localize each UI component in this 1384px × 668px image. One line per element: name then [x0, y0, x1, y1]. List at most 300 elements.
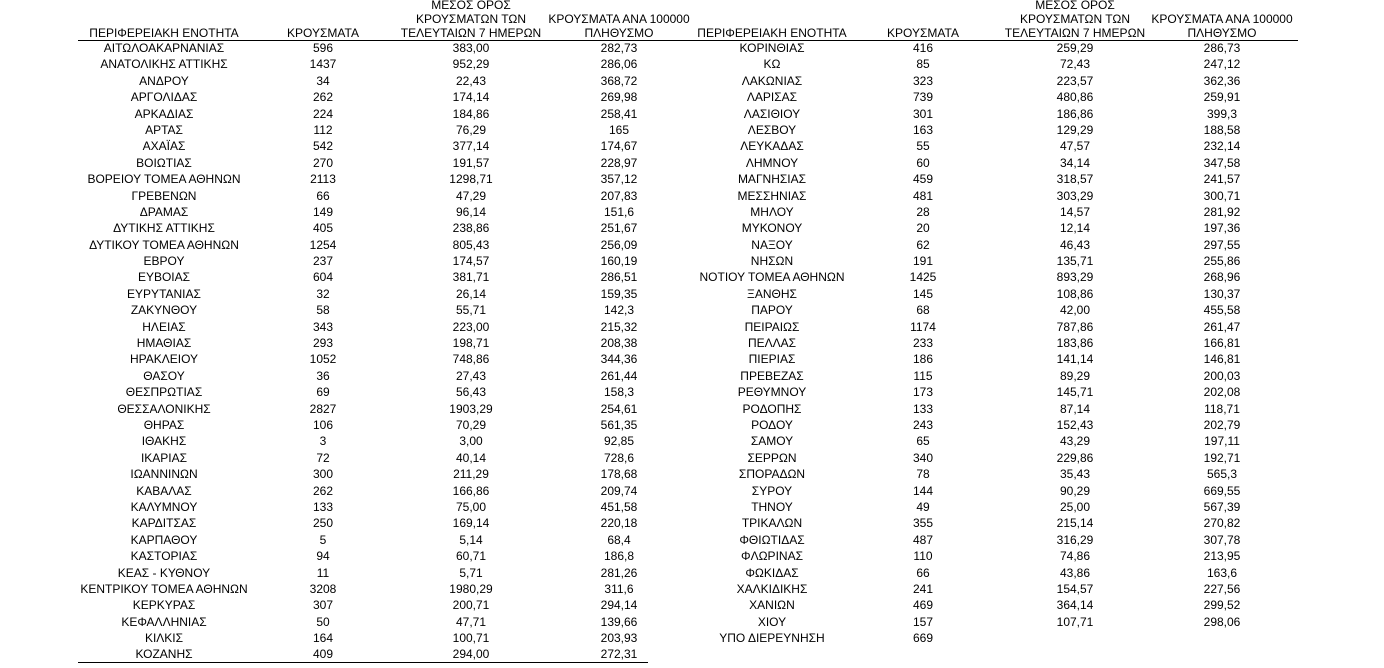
cases-cell: 20 [916, 221, 930, 236]
cases-cell: 233 [912, 336, 934, 351]
table-row [690, 171, 1298, 187]
per100k-cell: 362,36 [1203, 73, 1241, 88]
region-cell: ΘΕΣΣΑΛΟΝΙΚΗΣ [117, 401, 211, 416]
region-cell: ΒΟΙΩΤΙΑΣ [136, 155, 192, 170]
region-cell: ΖΑΚΥΝΘΟΥ [130, 303, 198, 318]
per100k-cell: 286,51 [600, 270, 638, 285]
per100k-cell: 565,3 [1206, 467, 1238, 482]
table-row [78, 106, 650, 122]
left-table-header [78, 0, 690, 40]
table-row [690, 286, 1298, 302]
cases-cell: 186 [912, 352, 934, 367]
avg7-cell: 198,71 [452, 336, 490, 351]
avg7-cell: 27,43 [455, 368, 487, 383]
cases-cell: 270 [312, 155, 334, 170]
cases-cell: 66 [916, 565, 930, 580]
table-row [78, 155, 650, 171]
cases-cell: 604 [312, 270, 334, 285]
region-cell: ΗΛΕΙΑΣ [142, 319, 186, 334]
table-row [78, 335, 650, 351]
per100k-cell: 256,09 [600, 237, 638, 252]
avg7-cell: 3,00 [459, 434, 483, 449]
table-row [690, 155, 1298, 171]
region-cell: ΜΥΚΟΝΟΥ [741, 221, 803, 236]
per100k-cell: 298,06 [1203, 614, 1241, 629]
region-cell: ΛΕΣΒΟΥ [747, 122, 797, 137]
avg7-cell: 174,14 [452, 90, 490, 105]
table-row [78, 417, 650, 433]
table-row [690, 73, 1298, 89]
region-cell: ΑΧΑΪΑΣ [142, 139, 186, 154]
table-row [78, 188, 650, 204]
region-cell: ΔΡΑΜΑΣ [139, 204, 189, 219]
cases-cell: 133 [912, 401, 934, 416]
table-row [690, 581, 1298, 597]
per100k-cell: 208,38 [600, 336, 638, 351]
per100k-cell: 92,85 [603, 434, 635, 449]
per100k-cell: 160,19 [600, 254, 638, 269]
table-row [690, 401, 1298, 417]
cases-cell: 669 [912, 631, 934, 646]
cases-cell: 11 [316, 565, 330, 580]
region-cell: ΕΒΡΟΥ [143, 254, 185, 269]
cases-cell: 50 [316, 614, 330, 629]
region-cell: ΦΩΚΙΔΑΣ [745, 565, 799, 580]
table-row [78, 581, 650, 597]
avg7-cell: 183,86 [1056, 336, 1094, 351]
table-row [78, 401, 650, 417]
region-cell: ΑΡΓΟΛΙΔΑΣ [130, 90, 198, 105]
per100k-column-header: ΚΡΟΥΣΜΑΤΑ ΑΝΑ 100000 ΠΛΗΘΥΣΜΟ [548, 12, 690, 40]
cases-cell: 60 [916, 155, 930, 170]
table-row [78, 548, 650, 564]
per100k-cell: 281,92 [1203, 204, 1241, 219]
cases-cell: 133 [312, 499, 334, 514]
avg7-cell: 60,71 [455, 549, 487, 564]
avg7-cell: 805,43 [452, 237, 490, 252]
table-row [690, 89, 1298, 105]
per100k-cell: 241,57 [1203, 172, 1241, 187]
avg7-cell: 200,71 [452, 598, 490, 613]
per100k-cell: 261,44 [600, 368, 638, 383]
cases-cell: 409 [312, 647, 334, 662]
table-row [78, 499, 650, 515]
per100k-cell: 200,03 [1203, 368, 1241, 383]
avg7-cell: 55,71 [455, 303, 487, 318]
region-cell: ΚΑΡΔΙΤΣΑΣ [131, 516, 197, 531]
region-cell: ΣΑΜΟΥ [750, 434, 794, 449]
region-cell: ΤΗΝΟΥ [751, 499, 793, 514]
cases-cell: 145 [912, 286, 934, 301]
avg7-cell: 259,29 [1056, 41, 1094, 55]
table-row [78, 286, 650, 302]
region-cell: ΦΘΙΩΤΙΔΑΣ [739, 532, 805, 547]
per100k-cell: 209,74 [600, 483, 638, 498]
per100k-cell: 118,71 [1204, 401, 1240, 416]
cases-cell: 34 [316, 73, 330, 88]
cases-column-header: ΚΡΟΥΣΜΑΤΑ [287, 26, 359, 40]
per100k-cell: 165 [608, 122, 630, 137]
region-cell: ΘΗΡΑΣ [143, 417, 185, 432]
table-row [78, 614, 650, 630]
avg7-cell: 381,71 [452, 270, 490, 285]
cases-cell: 1052 [309, 352, 337, 367]
region-cell: ΦΛΩΡΙΝΑΣ [741, 549, 803, 564]
table-row [690, 253, 1298, 269]
per100k-cell: 227,56 [1203, 581, 1241, 596]
avg7-cell: 47,29 [455, 188, 487, 203]
cases-cell: 106 [312, 417, 334, 432]
avg7-cell: 87,14 [1059, 401, 1091, 416]
region-cell: ΧΑΛΚΙΔΙΚΗΣ [736, 581, 808, 596]
table-row [78, 483, 650, 499]
table-row [78, 220, 650, 236]
per100k-cell: 311,6 [604, 581, 634, 596]
table-row [690, 106, 1298, 122]
cases-cell: 481 [912, 188, 934, 203]
cases-cell: 1174 [910, 319, 936, 334]
region-cell: ΠΑΡΟΥ [751, 303, 793, 318]
region-cell: ΞΑΝΘΗΣ [747, 286, 797, 301]
cases-cell: 301 [912, 106, 934, 121]
avg7-cell: 169,14 [452, 516, 490, 531]
cases-cell: 157 [912, 614, 934, 629]
table-row [78, 646, 650, 662]
cases-cell: 94 [316, 549, 330, 564]
cases-cell: 241 [912, 581, 934, 596]
avg7-cell: 184,86 [452, 106, 490, 121]
region-cell: ΚΩ [763, 57, 781, 72]
avg7-cell: 100,71 [452, 631, 490, 646]
region-column-header: ΠΕΡΙΦΕΡΕΙΑΚΗ ΕΝΟΤΗΤΑ [89, 26, 239, 40]
table-row [690, 56, 1298, 72]
cases-cell: 1254 [309, 237, 337, 252]
avg7-cell: 96,14 [455, 204, 487, 219]
cases-cell: 69 [316, 385, 330, 400]
avg7-cell: 72,43 [1059, 57, 1091, 72]
per100k-cell: 451,58 [600, 499, 638, 514]
per100k-cell: 166,81 [1203, 336, 1241, 351]
table-row [78, 630, 650, 646]
per100k-cell: 142,3 [603, 303, 635, 318]
table-row [690, 384, 1298, 400]
table-row [690, 450, 1298, 466]
cases-cell: 32 [316, 286, 330, 301]
table-row [78, 597, 650, 613]
per100k-cell: 399,3 [1206, 106, 1238, 121]
table-row [690, 237, 1298, 253]
table-row [78, 368, 650, 384]
region-cell: ΠΕΛΛΑΣ [747, 336, 797, 351]
avg7-cell: 56,43 [455, 385, 487, 400]
avg7-cell: 75,00 [455, 499, 487, 514]
cases-cell: 459 [912, 172, 934, 187]
per100k-cell: 567,39 [1203, 499, 1241, 514]
cases-cell: 250 [312, 516, 334, 531]
region-cell: ΠΕΙΡΑΙΩΣ [744, 319, 800, 334]
region-cell: ΚΕΡΚΥΡΑΣ [132, 598, 196, 613]
table-row [78, 237, 650, 253]
per100k-cell: 268,96 [1203, 270, 1241, 285]
region-cell: ΒΟΡΕΙΟΥ ΤΟΜΕΑ ΑΘΗΝΩΝ [87, 172, 241, 187]
right-table-header [690, 0, 1298, 40]
table-row [78, 89, 650, 105]
per100k-cell: 68,4 [607, 532, 631, 547]
per100k-cell: 130,37 [1203, 286, 1241, 301]
per100k-cell: 286,06 [600, 57, 638, 72]
region-cell: ΚΕΦΑΛΛΗΝΙΑΣ [121, 614, 207, 629]
region-cell: ΑΝΔΡΟΥ [139, 73, 189, 88]
avg7-cell: 43,86 [1059, 565, 1091, 580]
cases-cell: 340 [912, 450, 934, 465]
avg7-cell: 186,86 [1056, 106, 1094, 121]
table-row [690, 269, 1298, 285]
avg7-cell: 76,29 [455, 122, 487, 137]
table-row [78, 351, 650, 367]
avg7-cell: 5,14 [459, 532, 483, 547]
avg7-cell: 383,00 [452, 41, 490, 55]
region-cell: ΣΕΡΡΩΝ [747, 450, 797, 465]
region-cell: ΑΙΤΩΛΟΑΚΑΡΝΑΝΙΑΣ [103, 41, 225, 55]
per100k-cell: 294,14 [600, 598, 638, 613]
cases-cell: 112 [313, 122, 333, 137]
cases-cell: 343 [312, 319, 334, 334]
avg7-cell: 215,14 [1056, 516, 1094, 531]
cases-cell: 1437 [309, 57, 337, 72]
table-row [690, 630, 1298, 646]
table-row [78, 138, 650, 154]
avg7-cell: 238,86 [452, 221, 490, 236]
cases-cell: 596 [312, 41, 334, 55]
avg7-cell: 294,00 [452, 647, 490, 662]
avg7-column-header: ΜΕΣΟΣ ΟΡΟΣ ΚΡΟΥΣΜΑΤΩΝ ΤΩΝ ΤΕΛΕΥΤΑΙΩΝ 7 ΗΜΕΡΩΝ [1004, 0, 1146, 40]
cases-cell: 55 [916, 139, 930, 154]
avg7-cell: 25,00 [1059, 499, 1091, 514]
table-row [690, 138, 1298, 154]
region-cell: ΛΑΡΙΣΑΣ [746, 90, 798, 105]
table-row [690, 548, 1298, 564]
cases-cell: 115 [913, 368, 933, 383]
per100k-cell: 192,71 [1203, 450, 1241, 465]
per100k-cell: 146,81 [1203, 352, 1241, 367]
table-row [690, 335, 1298, 351]
avg7-cell: 318,57 [1056, 172, 1094, 187]
table-row [690, 302, 1298, 318]
region-cell: ΚΑΛΥΜΝΟΥ [130, 499, 198, 514]
region-cell: ΣΥΡΟΥ [751, 483, 793, 498]
region-cell: ΝΗΣΩΝ [750, 254, 794, 269]
cases-cell: 224 [312, 106, 334, 121]
region-cell: ΙΩΑΝΝΙΝΩΝ [130, 467, 198, 482]
region-cell: ΚΑΣΤΟΡΙΑΣ [130, 549, 198, 564]
cases-column-header: ΚΡΟΥΣΜΑΤΑ [887, 26, 959, 40]
region-column-header: ΠΕΡΙΦΕΡΕΙΑΚΗ ΕΝΟΤΗΤΑ [697, 26, 847, 40]
table-row [78, 73, 650, 89]
per100k-cell: 215,32 [600, 319, 638, 334]
region-cell: ΗΜΑΘΙΑΣ [136, 336, 192, 351]
table-row [690, 499, 1298, 515]
per100k-cell: 178,68 [600, 467, 638, 482]
avg7-cell: 1980,29 [449, 581, 493, 596]
region-cell: ΚΕΑΣ - ΚΥΘΝΟΥ [117, 565, 211, 580]
cases-cell: 2827 [309, 401, 337, 416]
per100k-cell: 186,8 [603, 549, 635, 564]
cases-cell: 49 [916, 499, 930, 514]
table-row [78, 450, 650, 466]
per100k-cell: 282,73 [600, 41, 638, 55]
avg7-cell: 46,43 [1059, 237, 1091, 252]
cases-cell: 542 [312, 139, 334, 154]
avg7-cell: 145,71 [1056, 385, 1094, 400]
avg7-cell: 364,14 [1056, 598, 1094, 613]
per100k-cell: 174,67 [600, 139, 638, 154]
region-cell: ΡΟΔΟΥ [751, 417, 793, 432]
table-row [690, 417, 1298, 433]
region-cell: ΥΠΟ ΔΙΕΡΕΥΝΗΣΗ [719, 631, 825, 646]
per100k-cell: 202,08 [1203, 385, 1241, 400]
avg7-cell: 952,29 [452, 57, 490, 72]
cases-cell: 62 [916, 237, 930, 252]
per100k-cell: 163,6 [1206, 565, 1238, 580]
avg7-cell: 107,71 [1056, 614, 1094, 629]
per100k-cell: 307,78 [1203, 532, 1241, 547]
table-row [690, 351, 1298, 367]
avg7-cell: 26,14 [455, 286, 487, 301]
region-cell: ΚΕΝΤΡΙΚΟΥ ΤΟΜΕΑ ΑΘΗΝΩΝ [80, 581, 248, 596]
region-cell: ΗΡΑΚΛΕΙΟΥ [129, 352, 199, 367]
cases-cell: 163 [912, 122, 934, 137]
table-row [690, 433, 1298, 449]
table-row [78, 532, 650, 548]
region-cell: ΑΡΚΑΔΙΑΣ [134, 106, 194, 121]
per100k-column-header: ΚΡΟΥΣΜΑΤΑ ΑΝΑ 100000 ΠΛΗΘΥΣΜΟ [1151, 12, 1293, 40]
table-row [690, 40, 1298, 56]
per100k-cell: 251,67 [600, 221, 638, 236]
cases-cell: 469 [912, 598, 934, 613]
avg7-cell: 40,14 [455, 450, 487, 465]
per100k-cell: 300,71 [1203, 188, 1241, 203]
region-cell: ΚΟΖΑΝΗΣ [135, 647, 193, 662]
cases-cell: 36 [316, 368, 330, 383]
table-row [78, 204, 650, 220]
per100k-cell: 197,36 [1203, 221, 1241, 236]
table-row [690, 483, 1298, 499]
cases-cell: 149 [312, 204, 334, 219]
region-cell: ΕΥΡΥΤΑΝΙΑΣ [127, 286, 201, 301]
avg7-cell: 90,29 [1059, 483, 1091, 498]
table-row [690, 532, 1298, 548]
table-row [690, 597, 1298, 613]
per100k-cell: 272,31 [600, 647, 638, 662]
cases-cell: 66 [316, 188, 330, 203]
table-row [78, 319, 650, 335]
cases-cell: 262 [312, 483, 334, 498]
cases-cell: 85 [916, 57, 930, 72]
avg7-cell: 89,29 [1059, 368, 1091, 383]
region-cell: ΑΡΤΑΣ [145, 122, 183, 137]
per100k-cell: 207,83 [600, 188, 638, 203]
cases-cell: 307 [312, 598, 334, 613]
cases-cell: 72 [316, 450, 330, 465]
region-cell: ΚΙΛΚΙΣ [144, 631, 184, 646]
avg7-cell: 34,14 [1059, 155, 1091, 170]
table-row [690, 319, 1298, 335]
per100k-cell: 232,14 [1203, 139, 1241, 154]
table-row [690, 614, 1298, 630]
avg7-cell: 316,29 [1056, 532, 1094, 547]
per100k-cell: 299,52 [1203, 598, 1241, 613]
table-row [690, 515, 1298, 531]
per100k-cell: 188,58 [1203, 122, 1241, 137]
avg7-cell: 35,43 [1059, 467, 1091, 482]
avg7-cell: 70,29 [455, 417, 487, 432]
region-cell: ΠΙΕΡΙΑΣ [748, 352, 796, 367]
header-rule [78, 40, 1298, 41]
cases-cell: 405 [312, 221, 334, 236]
region-cell: ΜΕΣΣΗΝΙΑΣ [737, 188, 807, 203]
cases-cell: 28 [916, 204, 930, 219]
region-cell: ΚΑΒΑΛΑΣ [136, 483, 192, 498]
cases-cell: 3208 [309, 581, 337, 596]
cases-cell: 3 [319, 434, 327, 449]
per100k-cell: 344,36 [600, 352, 638, 367]
per100k-cell: 159,35 [600, 286, 638, 301]
per100k-cell: 368,72 [600, 73, 638, 88]
avg7-cell: 154,57 [1056, 581, 1094, 596]
per100k-cell: 297,55 [1203, 237, 1241, 252]
cases-cell: 262 [312, 90, 334, 105]
cases-cell: 58 [316, 303, 330, 318]
table-row [78, 302, 650, 318]
per100k-cell: 286,73 [1203, 41, 1241, 55]
avg7-cell: 377,14 [452, 139, 490, 154]
per100k-cell: 357,12 [600, 172, 638, 187]
avg7-cell: 129,29 [1056, 122, 1094, 137]
region-cell: ΓΡΕΒΕΝΩΝ [131, 188, 197, 203]
avg7-cell: 108,86 [1056, 286, 1094, 301]
table-row [78, 384, 650, 400]
avg7-cell: 191,57 [452, 155, 490, 170]
per100k-cell: 203,93 [600, 631, 638, 646]
avg7-cell: 1903,29 [449, 401, 493, 416]
per100k-cell: 213,95 [1203, 549, 1241, 564]
cases-cell: 191 [912, 254, 934, 269]
table-row [78, 56, 650, 72]
cases-cell: 78 [916, 467, 930, 482]
per100k-cell: 247,12 [1203, 57, 1241, 72]
avg7-cell: 211,29 [453, 467, 489, 482]
avg7-cell: 229,86 [1056, 450, 1094, 465]
region-cell: ΝΑΞΟΥ [751, 237, 793, 252]
cases-cell: 243 [912, 417, 934, 432]
region-cell: ΕΥΒΟΙΑΣ [137, 270, 191, 285]
per100k-cell: 347,58 [1203, 155, 1241, 170]
region-cell: ΛΗΜΝΟΥ [745, 155, 799, 170]
region-cell: ΚΟΡΙΝΘΙΑΣ [739, 41, 805, 55]
table-row [78, 565, 650, 581]
avg7-cell: 223,00 [452, 319, 490, 334]
avg7-cell: 47,57 [1059, 139, 1091, 154]
cases-cell: 110 [913, 549, 933, 564]
avg7-cell: 787,86 [1056, 319, 1094, 334]
region-cell: ΛΑΚΩΝΙΑΣ [741, 73, 803, 88]
per100k-cell: 220,18 [600, 516, 638, 531]
per100k-cell: 269,98 [600, 90, 638, 105]
right-table-body [690, 40, 1298, 646]
cases-cell: 323 [912, 73, 934, 88]
cases-cell: 173 [912, 385, 934, 400]
per100k-cell: 202,79 [1203, 417, 1241, 432]
